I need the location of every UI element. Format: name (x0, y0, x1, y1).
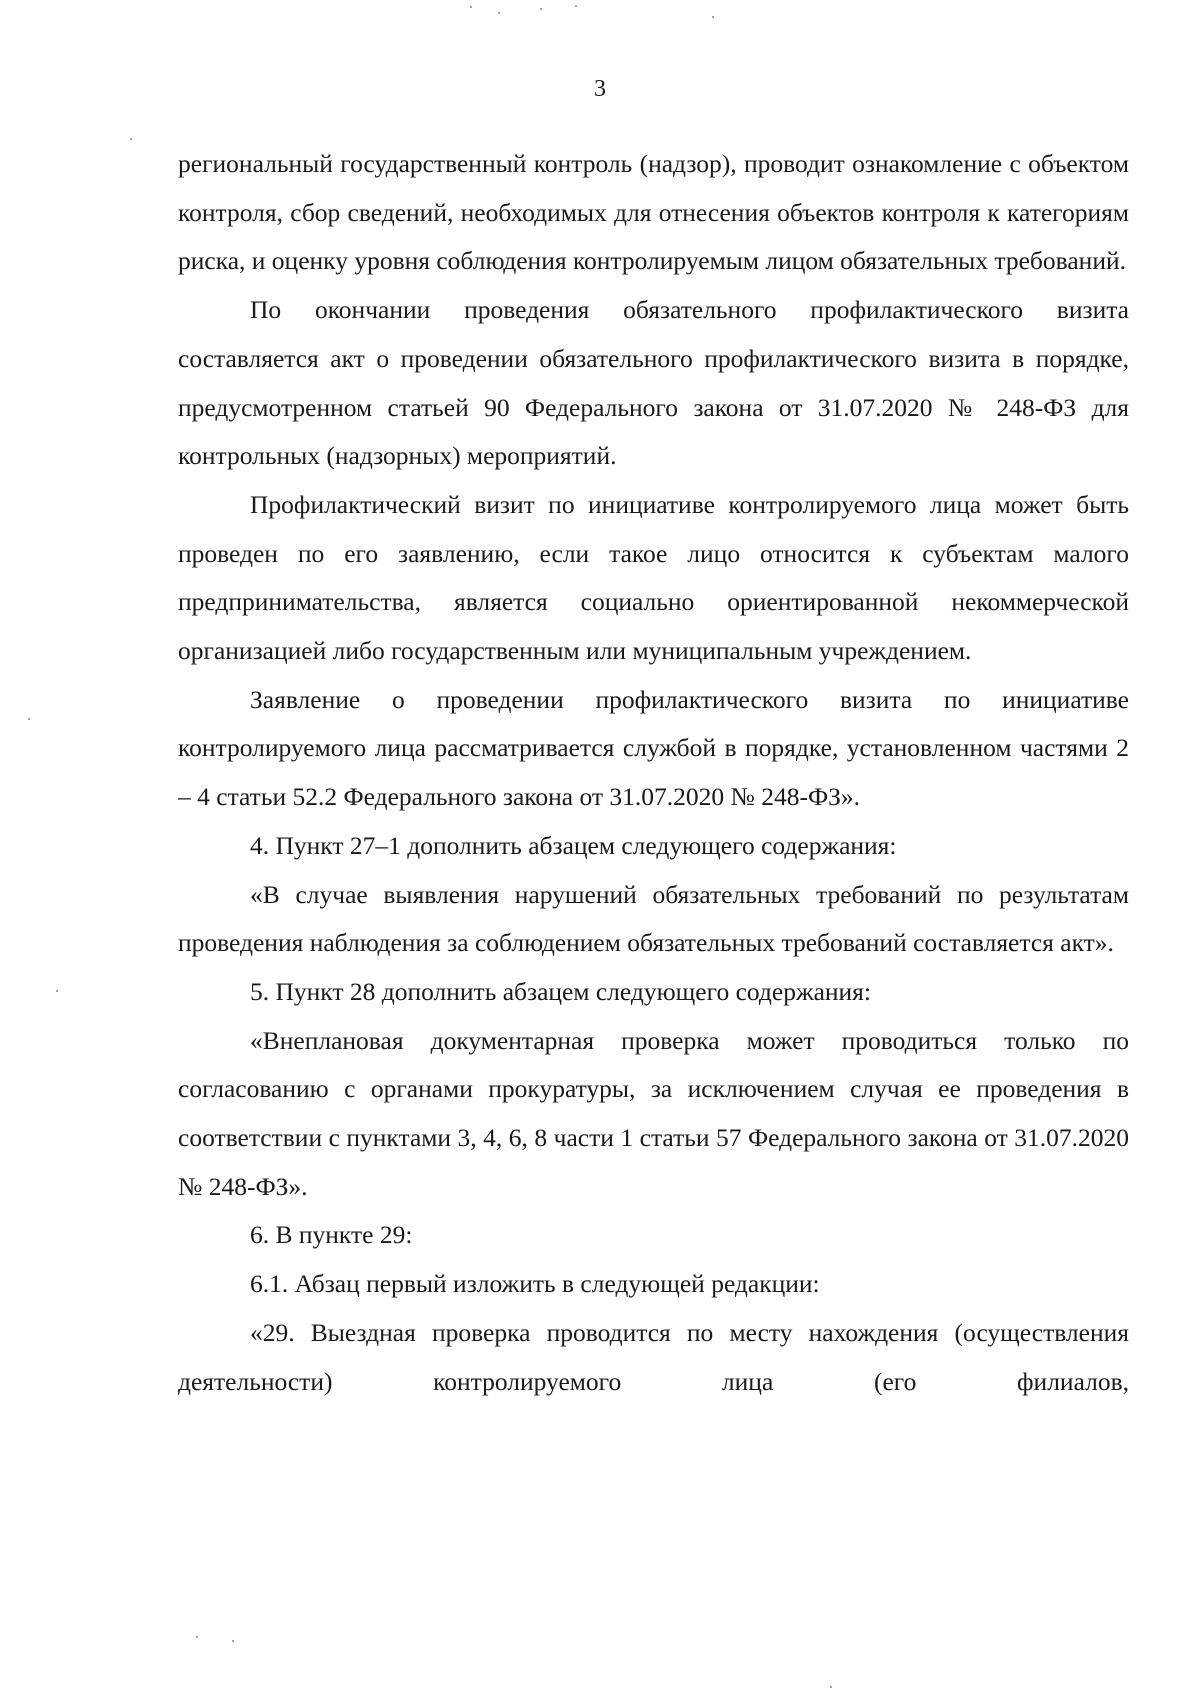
paragraph-1: региональный государственный контроль (надзор), проводит ознакомление с объектом контроля, сбор сведений, необходимых для отнесения объектов контроля к категориям риска, и оценку уровня соблюдения контролируемым лицом обязательных требований. (178, 149, 1129, 276)
paragraph-6: «В случае выявления нарушений обязательных требований по результатам проведения наблюдения за соблюдением обязательных требований составляется акт». (178, 879, 1129, 958)
scan-speck (540, 8, 542, 10)
scan-speck (498, 12, 500, 14)
paragraph-7: 5. Пункт 28 дополнить абзацем следующего содержания: (250, 976, 871, 1006)
scan-speck (56, 990, 58, 992)
paragraph-11: «29. Выездная проверка проводится по месту нахождения (осуществления деятельности) контролируемого лица (его филиалов, (178, 1317, 1129, 1396)
page-number: 3 (594, 76, 606, 102)
scan-speck (28, 718, 30, 720)
scan-speck (575, 5, 577, 7)
paragraph-9: 6. В пункте 29: (250, 1220, 413, 1250)
scan-speck (232, 1640, 234, 1642)
scan-speck (130, 138, 132, 140)
document-body (178, 140, 1129, 1406)
scan-speck (830, 1686, 832, 1688)
paragraph-10: 6.1. Абзац первый изложить в следующей редакции: (250, 1269, 820, 1299)
paragraph-5: 4. Пункт 27–1 дополнить абзацем следующего содержания: (250, 830, 897, 860)
paragraph-3: Профилактический визит по инициативе контролируемого лица может быть проведен по его заявлению, если такое лицо относится к субъектам малого предпринимательства, является социально ориентированной некоммерческой организацией либо государственным или муниципальным учреждением. (178, 489, 1129, 666)
scan-speck (712, 16, 714, 18)
paragraph-4: Заявление о проведении профилактического визита по инициативе контролируемого лица рассматривается службой в порядке, установленном частями 2 – 4 статьи 52.2 Федерального закона от 31.07.2020 № 248-ФЗ». (178, 684, 1129, 812)
paragraph-8: «Внеплановая документарная проверка может проводиться только по согласованию с органами прокуратуры, за исключением случая ее проведения в соответствии с пунктами 3, 4, 6, 8 части 1 статьи 57 Федерального закона от 31.07.2020 № 248-ФЗ». (178, 1025, 1129, 1201)
paragraph-2: По окончании проведения обязательного профилактического визита составляется акт о проведении обязательного профилактического визита в порядке, предусмотренном статьей 90 Федерального закона от 31.07.2020 № 248-ФЗ для контрольных (надзорных) мероприятий. (178, 295, 1129, 471)
scan-speck (470, 6, 472, 8)
scan-speck (196, 1636, 198, 1638)
